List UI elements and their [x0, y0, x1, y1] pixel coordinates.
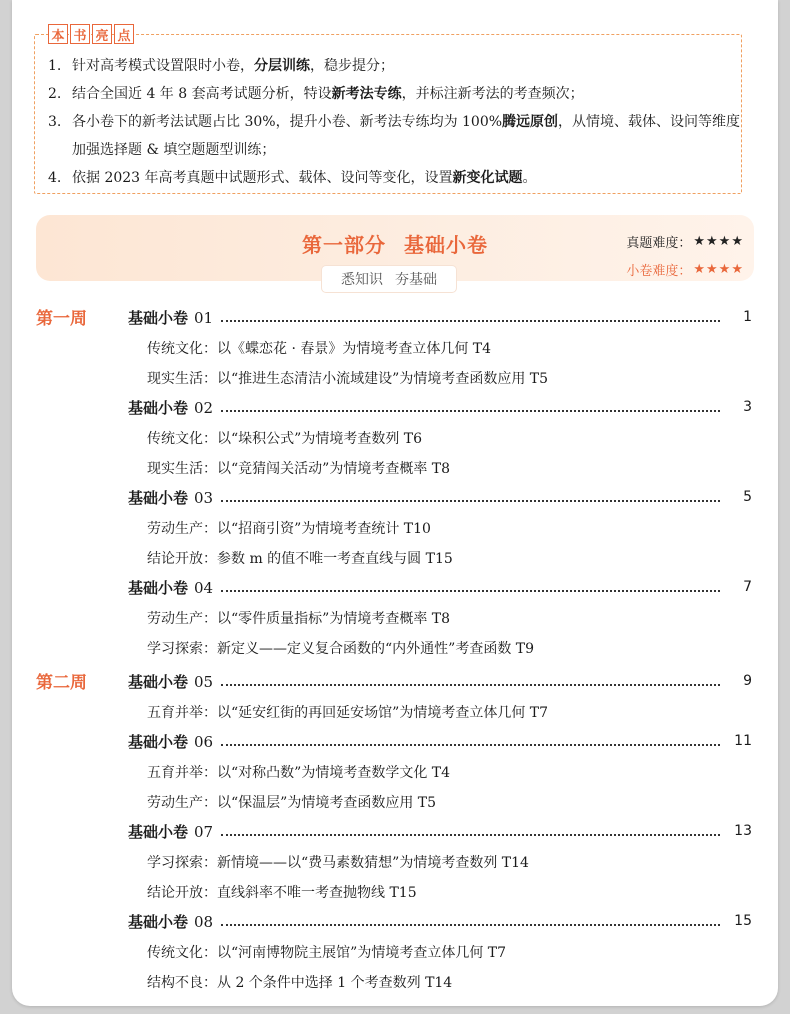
sub-item-text: 五育并举：以“对称凸数”为情境考查数学文化 T4: [147, 765, 451, 781]
sub-item-text: 学习探索：新情境——以“费马素数猜想”为情境考查数列 T14: [147, 855, 529, 871]
sub-item-text: 劳动生产：以“保温层”为情境考查函数应用 T5: [147, 795, 437, 811]
paper-title: 基础小卷 04: [128, 578, 214, 597]
sub-item-text: 劳动生产：以“招商引资”为情境考查统计 T10: [147, 521, 431, 537]
page-number: 15: [734, 913, 752, 929]
toc-entry[interactable]: [0, 480, 790, 510]
highlight-text: 依据 2023 年高考真题中试题形式、载体、设问等变化，设置新变化试题。: [72, 170, 537, 186]
toc-entry[interactable]: [0, 570, 790, 600]
dot-leader: [221, 410, 720, 412]
highlight-text: 针对高考模式设置限时小卷，分层训练，稳步提分；: [72, 58, 394, 74]
paper-difficulty: 小卷难度： ★★★★: [626, 262, 744, 279]
highlight-number: 2.: [48, 86, 62, 102]
toc-entry[interactable]: [0, 390, 790, 420]
toc-sub-item: [0, 360, 790, 390]
paper-title: 基础小卷 03: [128, 488, 214, 507]
highlight-text: 各小卷下的新考法试题占比 30%，提升小卷、新考法专练均为 100%腾远原创，从情境、载体、设问等维度加强选择题 & 填空题题型训练；: [72, 114, 741, 158]
paper-title: 基础小卷 07: [128, 822, 214, 841]
dot-leader: [221, 590, 720, 592]
highlights-title: [48, 24, 134, 44]
star-icon: ★★★★: [693, 262, 744, 277]
star-icon: ★★★★: [693, 234, 744, 249]
dot-leader: [221, 834, 720, 836]
dot-leader: [221, 744, 720, 746]
highlight-item: [48, 52, 748, 80]
toc-sub-item: [0, 450, 790, 480]
paper-title-line: [128, 730, 752, 752]
paper-title: 基础小卷 02: [128, 398, 214, 417]
highlight-text: 结合全国近 4 年 8 套高考试题分析，特设新考法专练，并标注新考法的考查频次；: [72, 86, 584, 102]
paper-title: 基础小卷 08: [128, 912, 214, 931]
sub-item-text: 五育并举：以“延安红街的再回延安场馆”为情境考查立体几何 T7: [147, 705, 549, 721]
paper-title: 基础小卷 05: [128, 672, 214, 691]
highlight-number: 1.: [48, 58, 62, 74]
part-subtitle: [322, 266, 456, 292]
toc-entry[interactable]: [0, 300, 790, 330]
week-label: 第一周: [36, 309, 87, 329]
week-label: 第二周: [36, 673, 87, 693]
highlight-item: [48, 80, 748, 108]
sub-item-text: 传统文化：以“河南博物院主展馆”为情境考查立体几何 T7: [147, 945, 507, 961]
paper-title: 基础小卷 01: [128, 308, 214, 327]
toc-sub-item: [0, 600, 790, 630]
page-number: 9: [743, 673, 752, 689]
sub-item-text: 现实生活：以“推进生态清洁小流域建设”为情境考查函数应用 T5: [147, 371, 549, 387]
toc-entry[interactable]: [0, 814, 790, 844]
highlights-title-char: 亮: [92, 24, 112, 44]
page-number: 11: [734, 733, 752, 749]
toc-sub-item: [0, 540, 790, 570]
toc-sub-item: [0, 874, 790, 904]
toc-sub-item: [0, 934, 790, 964]
highlight-item: [48, 108, 748, 164]
paper-title-line: [128, 396, 752, 418]
paper-title-line: [128, 486, 752, 508]
toc-sub-item: [0, 784, 790, 814]
toc-sub-item: [0, 630, 790, 660]
page-number: 1: [743, 309, 752, 325]
page-number: 7: [743, 579, 752, 595]
dot-leader: [221, 924, 720, 926]
sub-item-text: 结论开放：参数 m 的值不唯一考查直线与圆 T15: [147, 551, 453, 567]
paper-title-line: [128, 670, 752, 692]
subtitle-2: 夯基础: [395, 272, 437, 288]
highlight-item: [48, 164, 748, 192]
paper-title-line: [128, 910, 752, 932]
paper-title: 基础小卷 06: [128, 732, 214, 751]
toc-sub-item: [0, 844, 790, 874]
toc-sub-item: [0, 964, 790, 994]
real-difficulty: 真题难度： ★★★★: [626, 234, 744, 251]
dot-leader: [221, 684, 720, 686]
page-number: 13: [734, 823, 752, 839]
toc-entry[interactable]: [0, 904, 790, 934]
sub-item-text: 劳动生产：以“零件质量指标”为情境考查概率 T8: [147, 611, 451, 627]
toc-sub-item: [0, 510, 790, 540]
dot-leader: [221, 320, 720, 322]
toc-entry[interactable]: [0, 664, 790, 694]
toc-sub-item: [0, 330, 790, 360]
toc-entry[interactable]: [0, 724, 790, 754]
dot-leader: [221, 500, 720, 502]
sub-item-text: 学习探索：新定义——定义复合函数的“内外通性”考查函数 T9: [147, 641, 535, 657]
sub-item-text: 现实生活：以“竞猜闯关活动”为情境考查概率 T8: [147, 461, 451, 477]
toc-sub-item: [0, 694, 790, 724]
sub-item-text: 结构不良：从 2 个条件中选择 1 个考查数列 T14: [147, 975, 453, 991]
sub-item-text: 传统文化：以“垛积公式”为情境考查数列 T6: [147, 431, 423, 447]
sub-item-text: 传统文化：以《蝶恋花 · 春景》为情境考查立体几何 T4: [147, 341, 492, 357]
page-number: 5: [743, 489, 752, 505]
highlight-number: 4.: [48, 170, 62, 186]
paper-title-line: [128, 576, 752, 598]
toc-sub-item: [0, 754, 790, 784]
highlight-number: 3.: [48, 114, 62, 130]
highlights-title-char: 本: [48, 24, 68, 44]
toc-sub-item: [0, 420, 790, 450]
paper-title-line: [128, 306, 752, 328]
paper-title-line: [128, 820, 752, 842]
highlights-title-char: 点: [114, 24, 134, 44]
sub-item-text: 结论开放：直线斜率不唯一考查抛物线 T15: [147, 885, 417, 901]
page-number: 3: [743, 399, 752, 415]
subtitle-1: 悉知识: [341, 272, 383, 288]
highlights-list: [48, 52, 748, 192]
part-title: 第一部分 基础小卷: [302, 233, 488, 257]
highlights-title-char: 书: [70, 24, 90, 44]
